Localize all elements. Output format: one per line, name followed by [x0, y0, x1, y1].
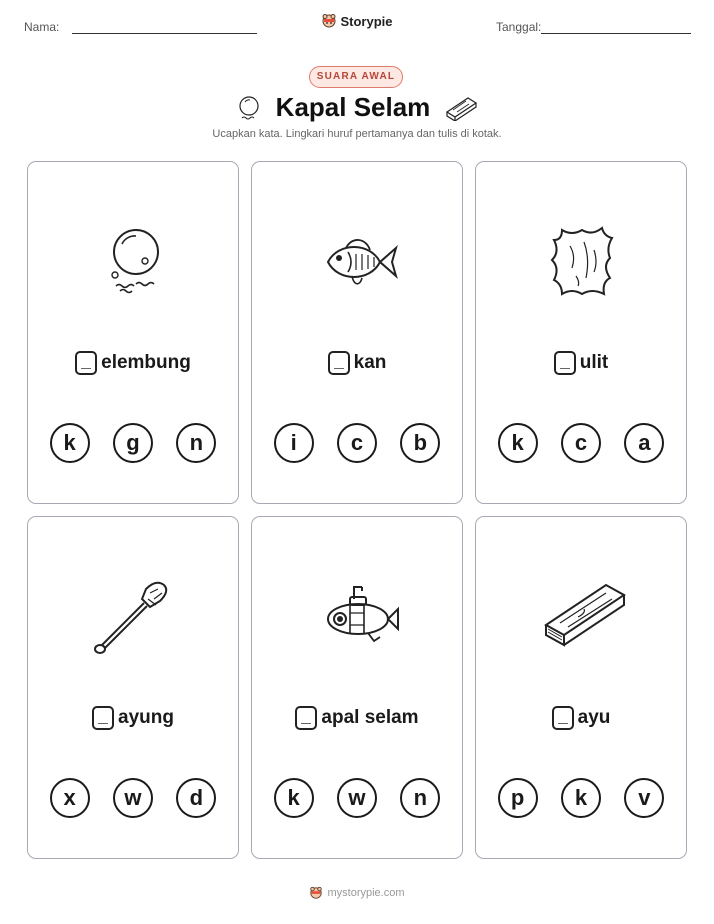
- letter-choice[interactable]: x: [50, 778, 90, 818]
- letter-choice[interactable]: k: [561, 778, 601, 818]
- word-row: [28, 703, 238, 733]
- letter-choice[interactable]: n: [176, 423, 216, 463]
- letter-choice[interactable]: d: [176, 778, 216, 818]
- letter-choices: [476, 778, 686, 818]
- submarine-icon: [308, 577, 408, 657]
- answer-box[interactable]: [92, 706, 114, 730]
- letter-choices: [252, 423, 462, 463]
- footer-url[interactable]: mystorypie.com: [327, 887, 405, 899]
- exercise-card: [475, 161, 687, 504]
- letter-choice[interactable]: w: [113, 778, 153, 818]
- storypie-logo-icon: [321, 13, 337, 29]
- answer-box[interactable]: [328, 351, 350, 375]
- letter-choices: [252, 778, 462, 818]
- letter-choice[interactable]: n: [400, 778, 440, 818]
- letter-choice[interactable]: w: [337, 778, 377, 818]
- instructions: Ucapkan kata. Lingkari huruf pertamanya dan tulis di kotak.: [212, 128, 502, 140]
- letter-choice[interactable]: c: [561, 423, 601, 463]
- answer-box[interactable]: [552, 706, 574, 730]
- letter-choice[interactable]: c: [337, 423, 377, 463]
- word-ending: apal selam: [321, 707, 419, 728]
- brand-name: Storypie: [340, 13, 393, 29]
- word-ending: elembung: [101, 352, 191, 373]
- exercise-card: [251, 516, 463, 859]
- word-row: [252, 348, 462, 378]
- word-ending: ulit: [579, 352, 609, 373]
- exercise-card: [27, 516, 239, 859]
- answer-box[interactable]: [75, 351, 97, 375]
- wood-plank-icon: [444, 95, 478, 121]
- brand: [0, 13, 714, 34]
- fish-icon: [308, 222, 408, 302]
- letter-choice[interactable]: k: [50, 423, 90, 463]
- animal-skin-icon: [532, 222, 632, 302]
- answer-box[interactable]: [554, 351, 576, 375]
- letter-choice[interactable]: g: [113, 423, 153, 463]
- letter-choice[interactable]: k: [274, 778, 314, 818]
- paddle-icon: [84, 577, 184, 657]
- bubble-icon: [236, 95, 262, 121]
- wood-plank-icon: [532, 577, 632, 657]
- word-row: [476, 348, 686, 378]
- page-title: Kapal Selam: [275, 92, 431, 122]
- exercise-card: [27, 161, 239, 504]
- storypie-logo-icon: [309, 886, 323, 900]
- letter-choice[interactable]: i: [274, 423, 314, 463]
- letter-choices: [476, 423, 686, 463]
- letter-choice[interactable]: b: [400, 423, 440, 463]
- date-label: Tanggal:: [496, 20, 542, 34]
- word-ending: ayu: [577, 707, 611, 728]
- word-row: [28, 348, 238, 378]
- word-ending: kan: [353, 352, 387, 373]
- word-row: [476, 703, 686, 733]
- bubble-icon: [84, 222, 184, 302]
- word-row: [252, 703, 462, 733]
- exercise-card: [251, 161, 463, 504]
- letter-choice[interactable]: p: [498, 778, 538, 818]
- answer-box[interactable]: [295, 706, 317, 730]
- word-ending: ayung: [118, 707, 174, 728]
- exercise-card: [475, 516, 687, 859]
- letter-choices: [28, 778, 238, 818]
- letter-choice[interactable]: k: [498, 423, 538, 463]
- date-field[interactable]: [541, 33, 691, 34]
- letter-choice[interactable]: a: [624, 423, 664, 463]
- letter-choices: [28, 423, 238, 463]
- category-badge: SUARA AWAL: [309, 66, 403, 88]
- footer: [0, 886, 714, 905]
- name-label: Nama:: [24, 20, 60, 34]
- letter-choice[interactable]: v: [624, 778, 664, 818]
